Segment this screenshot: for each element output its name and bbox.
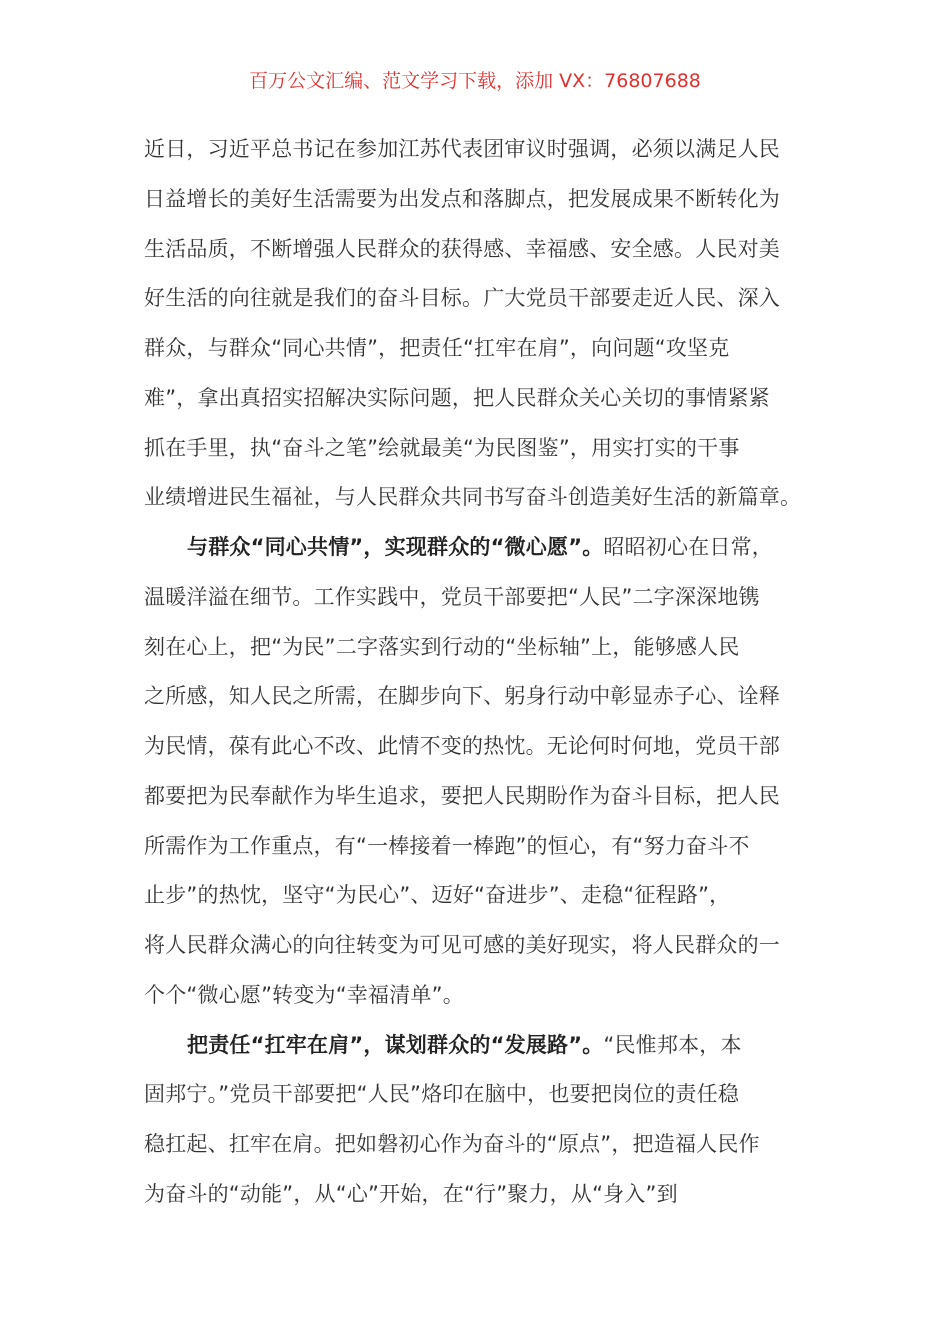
text-line xyxy=(144,722,824,772)
line-text: 抓在手里，执“奋斗之笔”绘就最美“为民图鉴”，用实打实的干事 xyxy=(144,435,740,460)
text-line xyxy=(144,1170,824,1220)
text-line xyxy=(144,424,824,474)
line-text: 生活品质，不断增强人民群众的获得感、幸福感、安全感。人民对美 xyxy=(144,236,780,261)
line-text: 将人民群众满心的向往转变为可见可感的美好现实，将人民群众的一 xyxy=(144,933,780,957)
text-line xyxy=(144,374,824,424)
text-line xyxy=(144,971,824,1021)
text-line xyxy=(144,573,824,623)
line-text: 好生活的向往就是我们的奋斗目标。广大党员干部要走近人民、深入 xyxy=(144,286,780,311)
text-line xyxy=(144,822,824,872)
watermark-header: 百万公文汇编、范文学习下载，添加 VX：76807688 xyxy=(249,70,701,92)
line-text: 个个“微心愿”转变为“幸福清单”。 xyxy=(144,982,464,1007)
text-line xyxy=(144,921,824,971)
text-line xyxy=(144,324,824,374)
line-text: 止步”的热忱，坚守“为民心”、迈好“奋进步”、走稳“征程路”， xyxy=(144,883,731,908)
line-text: 刻在心上，把“为民”二字落实到行动的“坐标轴”上，能够感人民 xyxy=(144,634,740,659)
line-text: 所需作为工作重点，有“一棒接着一棒跑”的恒心，有“努力奋斗不 xyxy=(144,833,750,858)
text-line xyxy=(144,1070,824,1120)
line-text: 温暖洋溢在细节。工作实践中，党员干部要把“人民”二字深深地镌 xyxy=(144,584,760,609)
line-text: “民惟邦本，本 xyxy=(603,1032,742,1057)
text-line xyxy=(144,523,824,573)
line-text: 为奋斗的“动能”，从“心”开始，在“行”聚力，从“身入”到 xyxy=(144,1181,678,1206)
line-text: 都要把为民奉献作为毕生追求，要把人民期盼作为奋斗目标，把人民 xyxy=(144,783,780,808)
text-line xyxy=(144,225,824,275)
line-text: 日益增长的美好生活需要为出发点和落脚点，把发展成果不断转化为 xyxy=(144,186,780,211)
section-heading: 与群众“同心共情”，实现群众的“微心愿”。 xyxy=(187,535,604,559)
text-line xyxy=(144,274,824,324)
line-text: 为民情，葆有此心不改、此情不变的热忱。无论何时何地，党员干部 xyxy=(144,734,780,758)
text-line xyxy=(144,175,824,225)
text-line xyxy=(144,623,824,673)
text-line xyxy=(144,871,824,921)
line-text: 昭昭初心在日常， xyxy=(603,535,774,559)
line-text: 群众，与群众“同心共情”，把责任“扛牢在肩”，向问题“攻坚克 xyxy=(144,336,730,360)
text-line xyxy=(144,1120,824,1170)
text-line xyxy=(144,1021,824,1071)
line-text: 业绩增进民生福祉，与人民群众共同书写奋斗创造美好生活的新篇章。 xyxy=(144,485,802,510)
text-line xyxy=(144,772,824,822)
text-line xyxy=(144,125,824,175)
text-line xyxy=(144,672,824,722)
line-text: 之所感，知人民之所需，在脚步向下、躬身行动中彰显赤子心、诠释 xyxy=(144,684,780,709)
document-body xyxy=(144,125,824,1220)
text-line xyxy=(144,473,824,523)
line-text: 近日，习近平总书记在参加江苏代表团审议时强调，必须以满足人民 xyxy=(144,137,780,161)
section-heading: 把责任“扛牢在肩”，谋划群众的“发展路”。 xyxy=(187,1032,604,1057)
line-text: 难”，拿出真招实招解决实际问题，把人民群众关心关切的事情紧紧 xyxy=(144,385,770,410)
line-text: 稳扛起、扛牢在肩。把如磐初心作为奋斗的“原点”，把造福人民作 xyxy=(144,1132,760,1156)
line-text: 固邦宁。”党员干部要把“人民”烙印在脑中，也要把岗位的责任稳 xyxy=(144,1082,740,1107)
